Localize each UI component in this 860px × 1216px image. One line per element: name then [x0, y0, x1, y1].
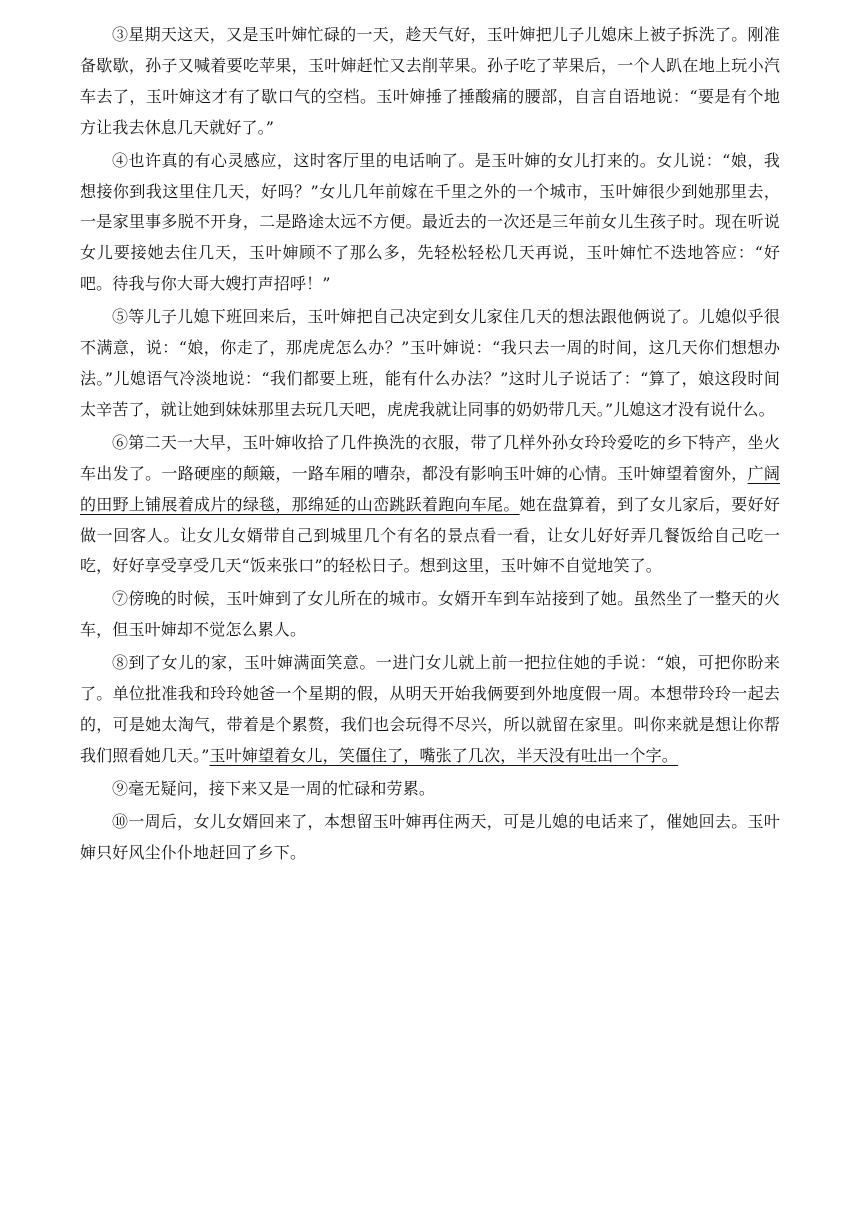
text-segment: ⑦傍晚的时候，玉叶婶到了女儿所在的城市。女婿开车到车站接到了她。虽然坐了一整天的火车，但玉叶婶却不觉怎么累人。	[80, 589, 780, 640]
underlined-sentence: 玉叶婶望着女儿，笑僵住了，嘴张了几次，半天没有吐出一个字。	[209, 745, 678, 765]
text-segment: ⑩一周后，女儿女婿回来了，本想留玉叶婶再住两天，可是儿媳的电话来了，催她回去。玉叶婶只好风尘仆仆地赶回了乡下。	[80, 811, 780, 862]
text-segment: ⑤等儿子儿媳下班回来后，玉叶婶把自己决定到女儿家住几天的想法跟他俩说了。儿媳似乎很不满意，说：“娘，你走了，那虎虎怎么办？”玉叶婶说：“我只去一周的时间，这几天你们想想办法。”儿媳语气冷淡地说：“我们都要上班，能有什么办法？”这时儿子说话了：“算了，娘这段时间太辛苦了，就让她到妹妹那里去玩几天吧，虎虎我就让同事的奶奶带几天。”儿媳这才没有说什么。	[80, 307, 780, 419]
text-segment: 她在盘算着，到了女儿家后，要好好做一回客人。让女儿女婿带自己到城里几个有名的景点看一看，让女儿好好弄几餐饭给自己吃一吃，好好享受享受几天“饭来张口”的轻松日子。想到这里，玉叶婶不自觉地笑了。	[80, 494, 780, 576]
paragraph	[80, 302, 780, 426]
story-text	[80, 20, 780, 870]
text-segment: ⑨毫无疑问，接下来又是一周的忙碌和劳累。	[112, 778, 436, 798]
paragraph	[80, 584, 780, 646]
paragraph	[80, 807, 780, 869]
text-segment: ③星期天这天，又是玉叶婶忙碌的一天，趁天气好，玉叶婶把儿子儿媳床上被子拆洗了。刚准备歇歇，孙子又喊着要吃苹果，玉叶婶赶忙又去削苹果。孙子吃了苹果后，一个人趴在地上玩小汽车去了，玉叶婶这才有了歇口气的空档。玉叶婶捶了捶酸痛的腰部，自言自语地说：“要是有个地方让我去休息几天就好了。”	[80, 25, 780, 137]
paragraph	[80, 20, 780, 144]
underlined-sentence: 广阔的田野上铺展着成片的绿毯，那绵延的山峦跳跃着跑向车尾。	[80, 463, 780, 514]
paragraph	[80, 428, 780, 583]
text-segment: ④也许真的有心灵感应，这时客厅里的电话响了。是玉叶婶的女儿打来的。女儿说：“娘，我想接你到我这里住几天，好吗？”女儿几年前嫁在千里之外的一个城市，玉叶婶很少到她那里去，一是家里事多脱不开身，二是路途太远不方便。最近去的一次还是三年前女儿生孩子时。现在听说女儿要接她去住几天，玉叶婶顾不了那么多，先轻松轻松几天再说，玉叶婶忙不迭地答应：“好吧。待我与你大哥大嫂打声招呼！”	[80, 150, 780, 294]
paragraph	[80, 648, 780, 772]
text-segment: ⑧到了女儿的家，玉叶婶满面笑意。一进门女儿就上前一把拉住她的手说：“娘，可把你盼来了。单位批准我和玲玲她爸一个星期的假，从明天开始我俩要到外地度假一周。本想带玲玲一起去的，可是她太淘气，带着是个累赘，我们也会玩得不尽兴，所以就留在家里。叫你来就是想让你帮我们照看她几天。”	[80, 653, 780, 765]
paragraph	[80, 146, 780, 301]
paragraph	[80, 774, 780, 805]
text-segment: ⑥第二天一大早，玉叶婶收拾了几件换洗的衣服，带了几样外孙女玲玲爱吃的乡下特产，坐火车出发了。一路硬座的颠簸，一路车厢的嘈杂，都没有影响玉叶婶的心情。玉叶婶望着窗外，	[80, 432, 780, 483]
